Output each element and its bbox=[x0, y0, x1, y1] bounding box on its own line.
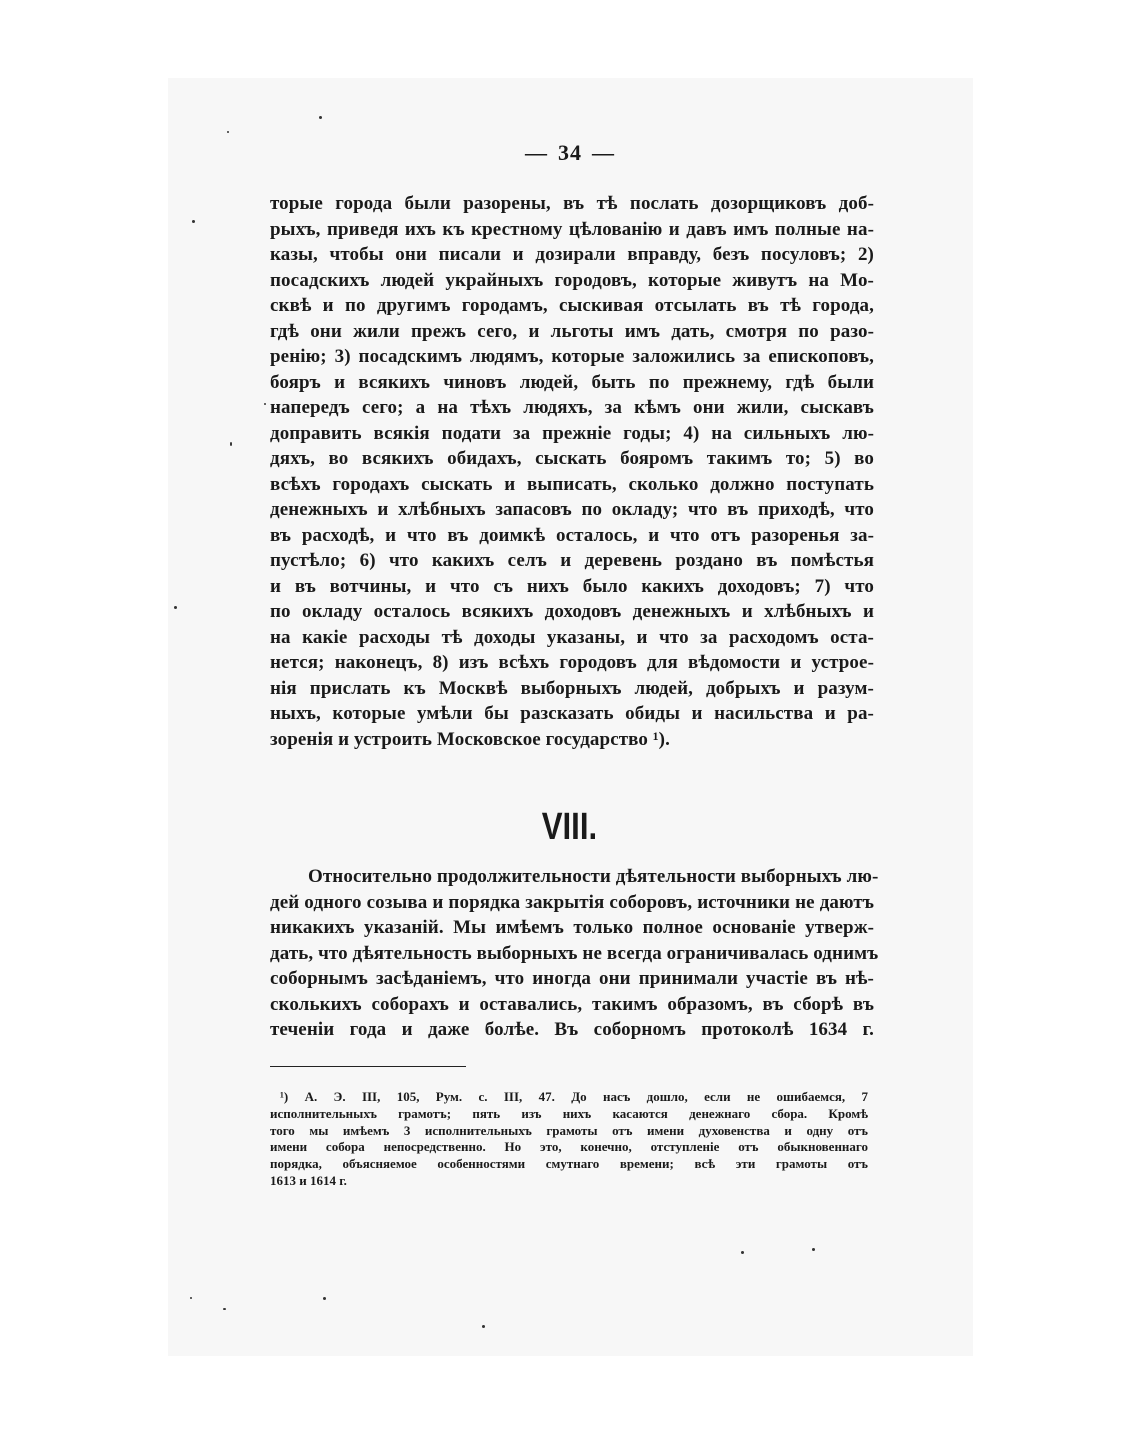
scan-speck bbox=[482, 1325, 485, 1328]
body-line: торые города были разорены, въ тѣ послать дозорщиковъ доб- bbox=[270, 193, 874, 214]
body-line: пустѣло; 6) что какихъ селъ и деревень роздано въ помѣстья bbox=[270, 550, 874, 571]
body-line: по окладу осталось всякихъ доходовъ денежныхъ и хлѣбныхъ и bbox=[270, 601, 874, 622]
section-line: дей одного созыва и порядка закрытія соборовъ, источники не даютъ bbox=[270, 891, 874, 913]
body-line: въ расходѣ, и что въ доимкѣ осталось, и что отъ разоренья за- bbox=[270, 524, 874, 546]
body-line: напередъ сего; а на тѣхъ людяхъ, за кѣмъ они жили, сыскавъ bbox=[270, 397, 874, 418]
scan-speck bbox=[190, 1297, 192, 1299]
body-line: рыхъ, приведя ихъ къ крестному цѣлованію и давъ имъ полные на- bbox=[270, 218, 874, 240]
page-number bbox=[0, 140, 1140, 166]
body-line: ренію; 3) посадскимъ людямъ, которые заложились за епископовъ, bbox=[270, 346, 874, 367]
body-line: всѣхъ городахъ сыскать и выписать, сколько должно поступать bbox=[270, 473, 874, 495]
body-paragraph bbox=[270, 191, 874, 752]
footnote-line: порядка, объясняемое особенностями смутнаго времени; всѣ эти грамоты отъ bbox=[270, 1156, 868, 1172]
footnote-line: ¹) А. Э. III, 105, Рум. с. III, 47. До насъ дошло, если не ошибаемся, 7 bbox=[280, 1089, 868, 1104]
section-line: Относительно продолжительности дѣятельности выборныхъ лю- bbox=[308, 866, 879, 887]
body-line: бояръ и всякихъ чиновъ людей, быть по прежнему, гдѣ были bbox=[270, 371, 874, 393]
footnote bbox=[270, 1089, 868, 1190]
body-line: казы, чтобы они писали и дозирали вправду, безъ посуловъ; 2) bbox=[270, 244, 874, 265]
body-line: и въ вотчины, и что съ нихъ было какихъ доходовъ; 7) что bbox=[270, 575, 874, 597]
scan-speck bbox=[230, 442, 232, 446]
body-line: дяхъ, во всякихъ обидахъ, сыскать бояромъ такимъ то; 5) во bbox=[270, 448, 874, 469]
body-line: ныхъ, которые умѣли бы разсказать обиды и насильства и ра- bbox=[270, 703, 874, 724]
section-line: никакихъ указаній. Мы имѣемъ только полное основаніе утверж- bbox=[270, 917, 874, 938]
body-line: нется; наконецъ, 8) изъ всѣхъ городовъ для вѣдомости и устрое- bbox=[270, 652, 874, 673]
footnote-line: 1613 и 1614 г. bbox=[270, 1172, 347, 1188]
body-line: денежныхъ и хлѣбныхъ запасовъ по окладу; что въ приходѣ, что bbox=[270, 499, 874, 520]
page-number-dash-right: — bbox=[592, 140, 615, 165]
page-number-dash-left: — bbox=[525, 140, 548, 165]
footnote-line: имени собора непосредственно. Но это, конечно, отступленіе отъ обыкновеннаго bbox=[270, 1139, 868, 1155]
footnote-divider bbox=[270, 1066, 466, 1067]
section-paragraph bbox=[270, 864, 879, 1043]
footnote-line: того мы имѣемъ 3 исполнительныхъ грамоты отъ имени духовенства и одну отъ bbox=[270, 1122, 868, 1138]
section-line: соборнымъ засѣданіемъ, что иногда они принимали участіе въ нѣ- bbox=[270, 968, 874, 989]
body-line: на какіе расходы тѣ доходы указаны, и что за расходомъ оста- bbox=[270, 626, 874, 648]
scan-speck bbox=[223, 1308, 226, 1310]
body-line: доправить всякія подати за прежніе годы; 4) на сильныхъ лю- bbox=[270, 422, 874, 444]
footnote-line: исполнительныхъ грамотъ; пять изъ нихъ касаются денежнаго сбора. Кромѣ bbox=[270, 1105, 868, 1121]
page-number-value: 34 bbox=[558, 140, 582, 165]
scan-speck bbox=[812, 1248, 815, 1251]
section-line: теченіи года и даже болѣе. Въ соборномъ протоколѣ 1634 г. bbox=[270, 1019, 874, 1040]
body-line: гдѣ они жили прежъ сего, и льготы имъ дать, смотря по разо- bbox=[270, 320, 874, 342]
scan-speck bbox=[319, 116, 322, 119]
scan-speck bbox=[741, 1251, 744, 1254]
section-line: дать, что дѣятельность выборныхъ не всегда ограничивалась однимъ bbox=[270, 942, 879, 964]
body-line: зоренія и устроить Московское государство ¹). bbox=[270, 728, 670, 750]
section-heading: VIII. bbox=[541, 806, 598, 848]
scan-speck bbox=[323, 1297, 326, 1300]
scan-speck bbox=[192, 220, 195, 223]
scan-speck bbox=[264, 403, 266, 405]
section-line: сколькихъ соборахъ и оставались, такимъ образомъ, въ сборѣ въ bbox=[270, 993, 874, 1015]
body-line: посадскихъ людей украйныхъ городовъ, которые живутъ на Мо- bbox=[270, 269, 874, 291]
scan-speck bbox=[227, 131, 229, 133]
body-line: сквѣ и по другимъ городамъ, сыскивая отсылать въ тѣ города, bbox=[270, 295, 874, 316]
scan-speck bbox=[174, 606, 177, 609]
body-line: нія прислать къ Москвѣ выборныхъ людей, добрыхъ и разум- bbox=[270, 677, 874, 699]
